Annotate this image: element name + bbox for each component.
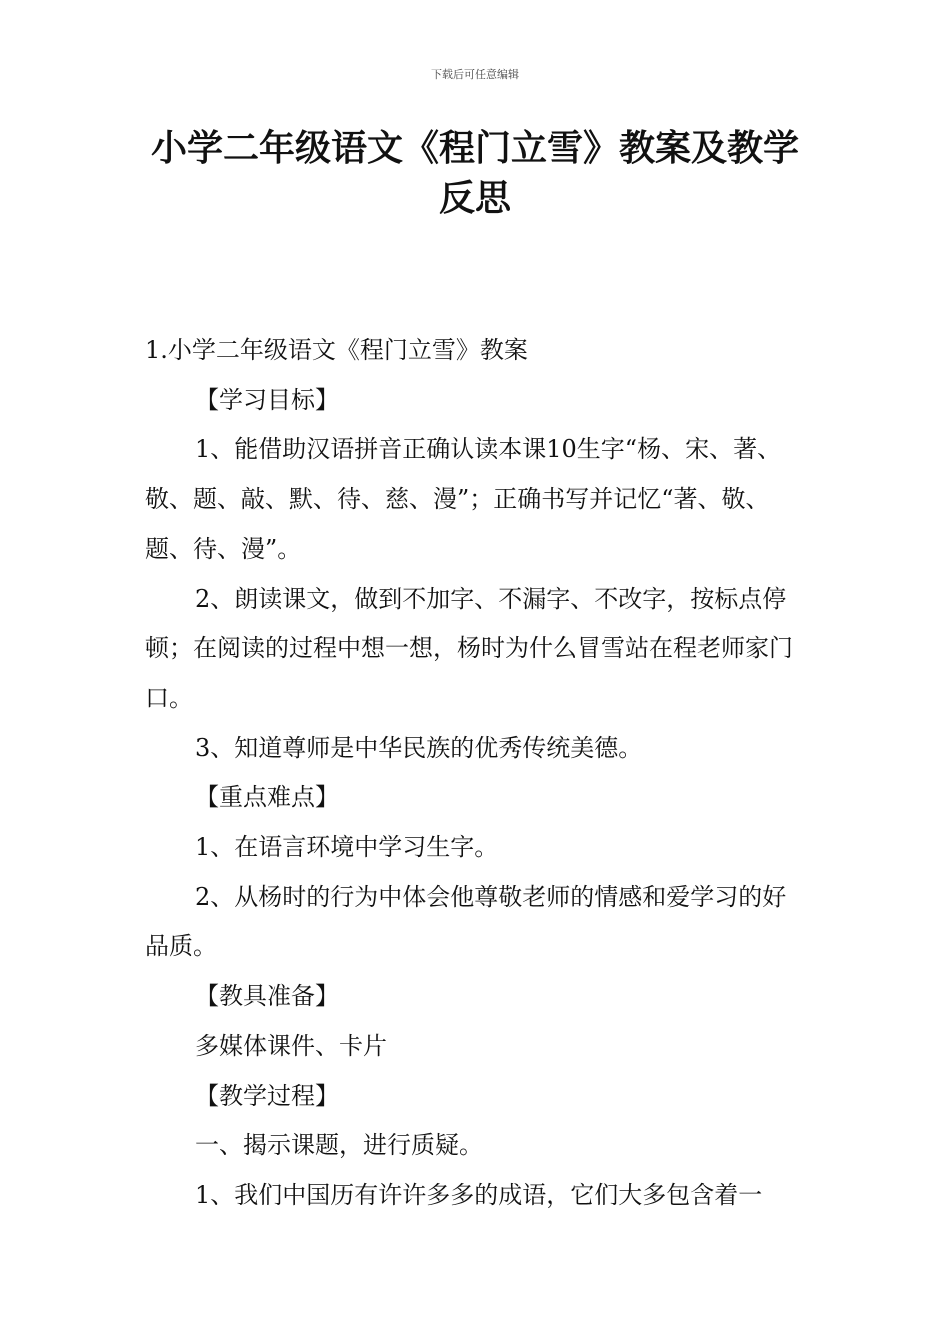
document-title-line-1: 小学二年级语文《程门立雪》教案及教学 (150, 128, 799, 169)
document-body (145, 326, 810, 1221)
paragraph: 【教学过程】 (195, 1081, 339, 1110)
section-heading: 1.小学二年级语文《程门立雪》教案 (145, 336, 528, 364)
paragraph: 2、朗读课文，做到不加字、不漏字、不改字，按标点停顿；在阅读的过程中想一想，杨时为什么冒雪站在程老师家门口。 (145, 584, 793, 712)
paragraph: 【重点难点】 (195, 783, 339, 812)
paragraph: 多媒体课件、卡片 (195, 1031, 387, 1060)
paragraph: 1、能借助汉语拼音正确认读本课10生字“杨、宋、著、敬、题、敲、默、待、慈、漫”；正确书写并记忆“著、敬、题、待、漫”。 (145, 435, 782, 563)
page-header-note: 下载后可任意编辑 (431, 68, 519, 81)
paragraph: 1、在语言环境中学习生字。 (195, 833, 499, 862)
paragraph: 【教具准备】 (195, 982, 339, 1011)
paragraph: 1、我们中国历有许许多多的成语，它们大多包含着一 (195, 1180, 763, 1209)
paragraph: 2、从杨时的行为中体会他尊敬老师的情感和爱学习的好品质。 (145, 882, 787, 961)
paragraph: 【学习目标】 (195, 385, 339, 414)
paragraph: 3、知道尊师是中华民族的优秀传统美德。 (195, 733, 643, 762)
document-title-line-2: 反思 (438, 178, 511, 219)
paragraph: 一、揭示课题，进行质疑。 (195, 1131, 483, 1160)
document-title (140, 124, 810, 224)
